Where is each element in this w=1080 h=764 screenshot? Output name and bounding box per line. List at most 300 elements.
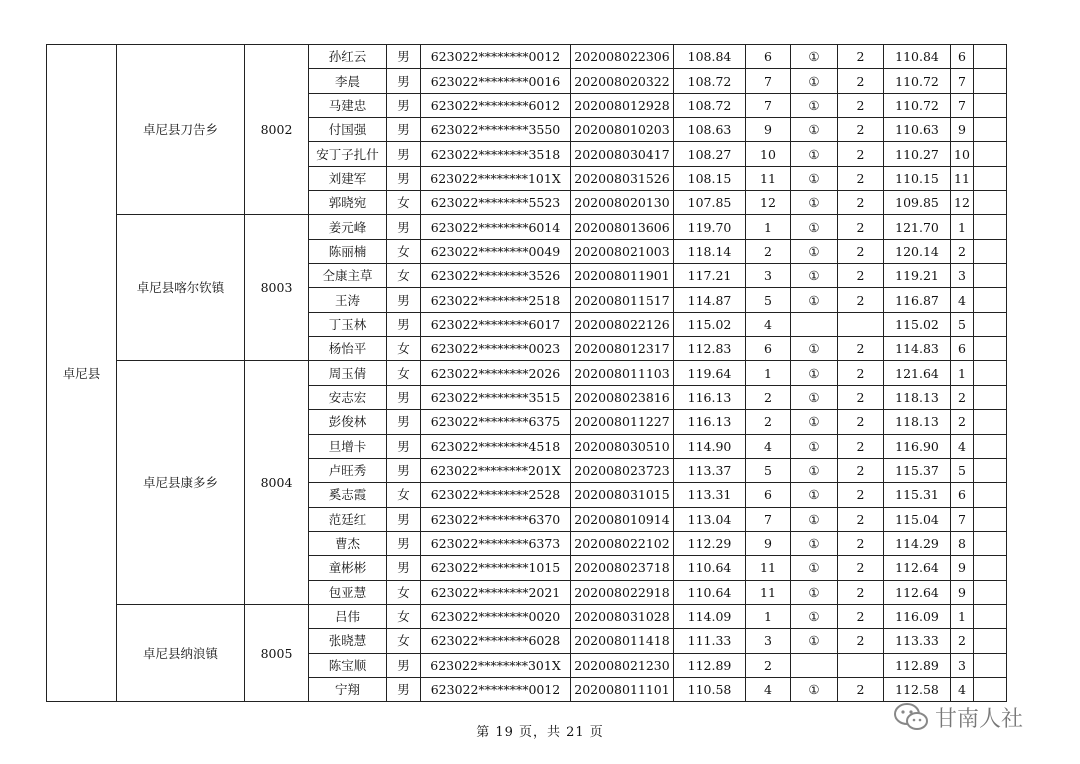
rank-cell: 4 (746, 677, 791, 701)
id-cell: 623022********0023 (421, 337, 571, 361)
final-rank-cell: 2 (951, 385, 974, 409)
table-row (47, 604, 1007, 628)
bonus-cell: 2 (838, 215, 884, 239)
rank-cell: 5 (746, 288, 791, 312)
bonus-cell: 2 (838, 629, 884, 653)
total-cell: 116.90 (884, 434, 951, 458)
final-rank-cell: 4 (951, 677, 974, 701)
exam-no-cell: 202008021003 (571, 239, 674, 263)
total-cell: 121.64 (884, 361, 951, 385)
table-row (47, 361, 1007, 385)
name-cell: 刘建军 (309, 166, 387, 190)
id-cell: 623022********0020 (421, 604, 571, 628)
score-cell: 110.64 (674, 556, 746, 580)
score-cell: 108.15 (674, 166, 746, 190)
id-cell: 623022********0012 (421, 45, 571, 69)
gender-cell: 女 (387, 580, 421, 604)
rank-cell: 6 (746, 483, 791, 507)
total-cell: 120.14 (884, 239, 951, 263)
final-rank-cell: 7 (951, 69, 974, 93)
total-cell: 110.27 (884, 142, 951, 166)
score-cell: 110.64 (674, 580, 746, 604)
mark-cell: ① (791, 385, 838, 409)
rank-cell: 2 (746, 410, 791, 434)
total-cell: 112.64 (884, 556, 951, 580)
score-cell: 111.33 (674, 629, 746, 653)
table-row (47, 45, 1007, 69)
score-cell: 119.70 (674, 215, 746, 239)
rank-cell: 9 (746, 118, 791, 142)
total-cell: 114.83 (884, 337, 951, 361)
score-cell: 112.83 (674, 337, 746, 361)
id-cell: 623022********201X (421, 458, 571, 482)
score-cell: 119.64 (674, 361, 746, 385)
id-cell: 623022********6017 (421, 312, 571, 336)
total-cell: 116.87 (884, 288, 951, 312)
final-rank-cell: 9 (951, 580, 974, 604)
gender-cell: 女 (387, 337, 421, 361)
exam-no-cell: 202008020322 (571, 69, 674, 93)
remarks-cell (974, 629, 1007, 653)
gender-cell: 男 (387, 410, 421, 434)
remarks-cell (974, 677, 1007, 701)
mark-cell: ① (791, 483, 838, 507)
exam-no-cell: 202008011101 (571, 677, 674, 701)
gender-cell: 男 (387, 215, 421, 239)
name-cell: 郭晓宛 (309, 191, 387, 215)
final-rank-cell: 6 (951, 337, 974, 361)
name-cell: 安志宏 (309, 385, 387, 409)
gender-cell: 男 (387, 677, 421, 701)
exam-no-cell: 202008013606 (571, 215, 674, 239)
gender-cell: 男 (387, 312, 421, 336)
gender-cell: 男 (387, 556, 421, 580)
rank-cell: 1 (746, 215, 791, 239)
total-cell: 110.72 (884, 69, 951, 93)
exam-no-cell: 202008011227 (571, 410, 674, 434)
final-rank-cell: 9 (951, 556, 974, 580)
exam-no-cell: 202008012928 (571, 93, 674, 117)
rank-cell: 2 (746, 239, 791, 263)
final-rank-cell: 6 (951, 45, 974, 69)
gender-cell: 女 (387, 191, 421, 215)
score-cell: 108.84 (674, 45, 746, 69)
bonus-cell (838, 653, 884, 677)
position-code-cell: 8005 (245, 604, 309, 701)
score-cell: 108.72 (674, 69, 746, 93)
name-cell: 付国强 (309, 118, 387, 142)
gender-cell: 男 (387, 385, 421, 409)
exam-no-cell: 202008010914 (571, 507, 674, 531)
exam-no-cell: 202008030510 (571, 434, 674, 458)
mark-cell: ① (791, 239, 838, 263)
id-cell: 623022********0012 (421, 677, 571, 701)
remarks-cell (974, 434, 1007, 458)
exam-no-cell: 202008022126 (571, 312, 674, 336)
final-rank-cell: 5 (951, 312, 974, 336)
rank-cell: 12 (746, 191, 791, 215)
mark-cell: ① (791, 531, 838, 555)
rank-cell: 3 (746, 629, 791, 653)
name-cell: 卢旺秀 (309, 458, 387, 482)
final-rank-cell: 11 (951, 166, 974, 190)
final-rank-cell: 9 (951, 118, 974, 142)
name-cell: 彭俊林 (309, 410, 387, 434)
name-cell: 王涛 (309, 288, 387, 312)
bonus-cell: 2 (838, 507, 884, 531)
remarks-cell (974, 361, 1007, 385)
name-cell: 旦增卡 (309, 434, 387, 458)
exam-no-cell: 202008023816 (571, 385, 674, 409)
final-rank-cell: 1 (951, 361, 974, 385)
id-cell: 623022********6370 (421, 507, 571, 531)
score-cell: 108.72 (674, 93, 746, 117)
name-cell: 马建忠 (309, 93, 387, 117)
name-cell: 陈丽楠 (309, 239, 387, 263)
bonus-cell: 2 (838, 337, 884, 361)
mark-cell: ① (791, 69, 838, 93)
name-cell: 包亚慧 (309, 580, 387, 604)
mark-cell: ① (791, 434, 838, 458)
final-rank-cell: 10 (951, 142, 974, 166)
total-cell: 115.04 (884, 507, 951, 531)
bonus-cell: 2 (838, 410, 884, 434)
mark-cell: ① (791, 191, 838, 215)
remarks-cell (974, 166, 1007, 190)
rank-cell: 4 (746, 434, 791, 458)
final-rank-cell: 6 (951, 483, 974, 507)
total-cell: 115.02 (884, 312, 951, 336)
exam-no-cell: 202008022102 (571, 531, 674, 555)
mark-cell (791, 653, 838, 677)
final-rank-cell: 1 (951, 604, 974, 628)
position-code-cell: 8003 (245, 215, 309, 361)
bonus-cell: 2 (838, 93, 884, 117)
remarks-cell (974, 239, 1007, 263)
bonus-cell: 2 (838, 531, 884, 555)
total-cell: 113.33 (884, 629, 951, 653)
bonus-cell: 2 (838, 45, 884, 69)
name-cell: 童彬彬 (309, 556, 387, 580)
position-code-cell: 8002 (245, 45, 309, 215)
bonus-cell: 2 (838, 239, 884, 263)
exam-no-cell: 202008012317 (571, 337, 674, 361)
mark-cell: ① (791, 458, 838, 482)
mark-cell: ① (791, 215, 838, 239)
name-cell: 宁翔 (309, 677, 387, 701)
wechat-icon (893, 702, 929, 732)
final-rank-cell: 5 (951, 458, 974, 482)
exam-no-cell: 202008031028 (571, 604, 674, 628)
bonus-cell: 2 (838, 166, 884, 190)
mark-cell (791, 312, 838, 336)
mark-cell: ① (791, 410, 838, 434)
rank-cell: 7 (746, 93, 791, 117)
rank-cell: 6 (746, 337, 791, 361)
score-cell: 117.21 (674, 264, 746, 288)
gender-cell: 女 (387, 604, 421, 628)
final-rank-cell: 3 (951, 653, 974, 677)
total-cell: 109.85 (884, 191, 951, 215)
final-rank-cell: 7 (951, 93, 974, 117)
id-cell: 623022********4518 (421, 434, 571, 458)
name-cell: 安丁子扎什 (309, 142, 387, 166)
remarks-cell (974, 556, 1007, 580)
bonus-cell: 2 (838, 142, 884, 166)
remarks-cell (974, 93, 1007, 117)
mark-cell: ① (791, 166, 838, 190)
exam-no-cell: 202008020130 (571, 191, 674, 215)
mark-cell: ① (791, 93, 838, 117)
final-rank-cell: 2 (951, 239, 974, 263)
town-cell: 卓尼县纳浪镇 (117, 604, 245, 701)
mark-cell: ① (791, 142, 838, 166)
id-cell: 623022********2518 (421, 288, 571, 312)
score-cell: 116.13 (674, 385, 746, 409)
rank-cell: 11 (746, 556, 791, 580)
remarks-cell (974, 312, 1007, 336)
exam-no-cell: 202008022918 (571, 580, 674, 604)
final-rank-cell: 1 (951, 215, 974, 239)
remarks-cell (974, 264, 1007, 288)
rank-cell: 2 (746, 385, 791, 409)
rank-cell: 2 (746, 653, 791, 677)
score-cell: 110.58 (674, 677, 746, 701)
final-rank-cell: 3 (951, 264, 974, 288)
id-cell: 623022********301X (421, 653, 571, 677)
final-rank-cell: 8 (951, 531, 974, 555)
final-rank-cell: 12 (951, 191, 974, 215)
total-cell: 110.84 (884, 45, 951, 69)
name-cell: 吕伟 (309, 604, 387, 628)
name-cell: 周玉倩 (309, 361, 387, 385)
gender-cell: 男 (387, 118, 421, 142)
mark-cell: ① (791, 288, 838, 312)
remarks-cell (974, 410, 1007, 434)
score-cell: 112.89 (674, 653, 746, 677)
score-table (46, 44, 1007, 702)
bonus-cell: 2 (838, 69, 884, 93)
remarks-cell (974, 507, 1007, 531)
total-cell: 116.09 (884, 604, 951, 628)
score-cell: 116.13 (674, 410, 746, 434)
exam-no-cell: 202008011517 (571, 288, 674, 312)
total-cell: 121.70 (884, 215, 951, 239)
total-cell: 119.21 (884, 264, 951, 288)
gender-cell: 男 (387, 288, 421, 312)
gender-cell: 男 (387, 434, 421, 458)
score-cell: 108.63 (674, 118, 746, 142)
total-cell: 115.37 (884, 458, 951, 482)
remarks-cell (974, 580, 1007, 604)
total-cell: 110.63 (884, 118, 951, 142)
id-cell: 623022********3515 (421, 385, 571, 409)
page-number-text: 第 19 页，共 21 页 (476, 725, 604, 740)
gender-cell: 男 (387, 653, 421, 677)
mark-cell: ① (791, 507, 838, 531)
bonus-cell: 2 (838, 288, 884, 312)
mark-cell: ① (791, 337, 838, 361)
rank-cell: 5 (746, 458, 791, 482)
id-cell: 623022********6014 (421, 215, 571, 239)
gender-cell: 男 (387, 45, 421, 69)
mark-cell: ① (791, 556, 838, 580)
gender-cell: 男 (387, 69, 421, 93)
name-cell: 杨怡平 (309, 337, 387, 361)
rank-cell: 7 (746, 69, 791, 93)
remarks-cell (974, 483, 1007, 507)
exam-no-cell: 202008021230 (571, 653, 674, 677)
score-cell: 112.29 (674, 531, 746, 555)
rank-cell: 7 (746, 507, 791, 531)
table-row (47, 215, 1007, 239)
rank-cell: 1 (746, 361, 791, 385)
id-cell: 623022********6373 (421, 531, 571, 555)
town-cell: 卓尼县刀告乡 (117, 45, 245, 215)
bonus-cell: 2 (838, 361, 884, 385)
id-cell: 623022********2026 (421, 361, 571, 385)
remarks-cell (974, 118, 1007, 142)
rank-cell: 9 (746, 531, 791, 555)
exam-no-cell: 202008031526 (571, 166, 674, 190)
mark-cell: ① (791, 580, 838, 604)
name-cell: 陈宝顺 (309, 653, 387, 677)
exam-no-cell: 202008011103 (571, 361, 674, 385)
id-cell: 623022********6375 (421, 410, 571, 434)
gender-cell: 男 (387, 507, 421, 531)
remarks-cell (974, 215, 1007, 239)
gender-cell: 女 (387, 483, 421, 507)
gender-cell: 男 (387, 166, 421, 190)
remarks-cell (974, 653, 1007, 677)
total-cell: 114.29 (884, 531, 951, 555)
mark-cell: ① (791, 604, 838, 628)
total-cell: 110.15 (884, 166, 951, 190)
score-cell: 114.90 (674, 434, 746, 458)
bonus-cell: 2 (838, 604, 884, 628)
gender-cell: 女 (387, 239, 421, 263)
gender-cell: 女 (387, 629, 421, 653)
score-cell: 113.31 (674, 483, 746, 507)
score-cell: 113.37 (674, 458, 746, 482)
exam-no-cell: 202008023718 (571, 556, 674, 580)
id-cell: 623022********0016 (421, 69, 571, 93)
rank-cell: 4 (746, 312, 791, 336)
rank-cell: 11 (746, 580, 791, 604)
total-cell: 115.31 (884, 483, 951, 507)
bonus-cell: 2 (838, 264, 884, 288)
gender-cell: 男 (387, 458, 421, 482)
bonus-cell: 2 (838, 483, 884, 507)
final-rank-cell: 4 (951, 288, 974, 312)
id-cell: 623022********3518 (421, 142, 571, 166)
name-cell: 李晨 (309, 69, 387, 93)
exam-no-cell: 202008030417 (571, 142, 674, 166)
bonus-cell: 2 (838, 580, 884, 604)
id-cell: 623022********5523 (421, 191, 571, 215)
position-code-cell: 8004 (245, 361, 309, 604)
bonus-cell: 2 (838, 556, 884, 580)
remarks-cell (974, 69, 1007, 93)
town-cell: 卓尼县喀尔钦镇 (117, 215, 245, 361)
name-cell: 孙红云 (309, 45, 387, 69)
remarks-cell (974, 531, 1007, 555)
gender-cell: 男 (387, 142, 421, 166)
score-cell: 114.87 (674, 288, 746, 312)
id-cell: 623022********3526 (421, 264, 571, 288)
bonus-cell: 2 (838, 385, 884, 409)
id-cell: 623022********1015 (421, 556, 571, 580)
id-cell: 623022********2021 (421, 580, 571, 604)
watermark-text: 甘南人社 (935, 706, 1024, 732)
bonus-cell: 2 (838, 191, 884, 215)
gender-cell: 男 (387, 531, 421, 555)
exam-no-cell: 202008031015 (571, 483, 674, 507)
total-cell: 112.89 (884, 653, 951, 677)
remarks-cell (974, 337, 1007, 361)
name-cell: 曹杰 (309, 531, 387, 555)
watermark (893, 700, 1023, 734)
rank-cell: 3 (746, 264, 791, 288)
total-cell: 112.64 (884, 580, 951, 604)
total-cell: 112.58 (884, 677, 951, 701)
final-rank-cell: 2 (951, 410, 974, 434)
exam-no-cell: 202008011901 (571, 264, 674, 288)
remarks-cell (974, 385, 1007, 409)
final-rank-cell: 4 (951, 434, 974, 458)
exam-no-cell: 202008023723 (571, 458, 674, 482)
rank-cell: 11 (746, 166, 791, 190)
total-cell: 118.13 (884, 385, 951, 409)
gender-cell: 女 (387, 361, 421, 385)
final-rank-cell: 2 (951, 629, 974, 653)
county-cell: 卓尼县 (47, 45, 117, 702)
remarks-cell (974, 191, 1007, 215)
gender-cell: 女 (387, 264, 421, 288)
id-cell: 623022********101X (421, 166, 571, 190)
name-cell: 仝康主草 (309, 264, 387, 288)
name-cell: 丁玉林 (309, 312, 387, 336)
id-cell: 623022********2528 (421, 483, 571, 507)
remarks-cell (974, 45, 1007, 69)
mark-cell: ① (791, 677, 838, 701)
exam-no-cell: 202008022306 (571, 45, 674, 69)
rank-cell: 1 (746, 604, 791, 628)
mark-cell: ① (791, 361, 838, 385)
remarks-cell (974, 142, 1007, 166)
bonus-cell: 2 (838, 118, 884, 142)
mark-cell: ① (791, 629, 838, 653)
remarks-cell (974, 604, 1007, 628)
bonus-cell: 2 (838, 458, 884, 482)
gender-cell: 男 (387, 93, 421, 117)
bonus-cell: 2 (838, 677, 884, 701)
score-cell: 107.85 (674, 191, 746, 215)
rank-cell: 10 (746, 142, 791, 166)
remarks-cell (974, 288, 1007, 312)
bonus-cell: 2 (838, 434, 884, 458)
score-cell: 118.14 (674, 239, 746, 263)
id-cell: 623022********0049 (421, 239, 571, 263)
id-cell: 623022********6028 (421, 629, 571, 653)
name-cell: 姜元峰 (309, 215, 387, 239)
exam-no-cell: 202008011418 (571, 629, 674, 653)
exam-no-cell: 202008010203 (571, 118, 674, 142)
name-cell: 张晓慧 (309, 629, 387, 653)
mark-cell: ① (791, 45, 838, 69)
total-cell: 110.72 (884, 93, 951, 117)
name-cell: 范廷红 (309, 507, 387, 531)
